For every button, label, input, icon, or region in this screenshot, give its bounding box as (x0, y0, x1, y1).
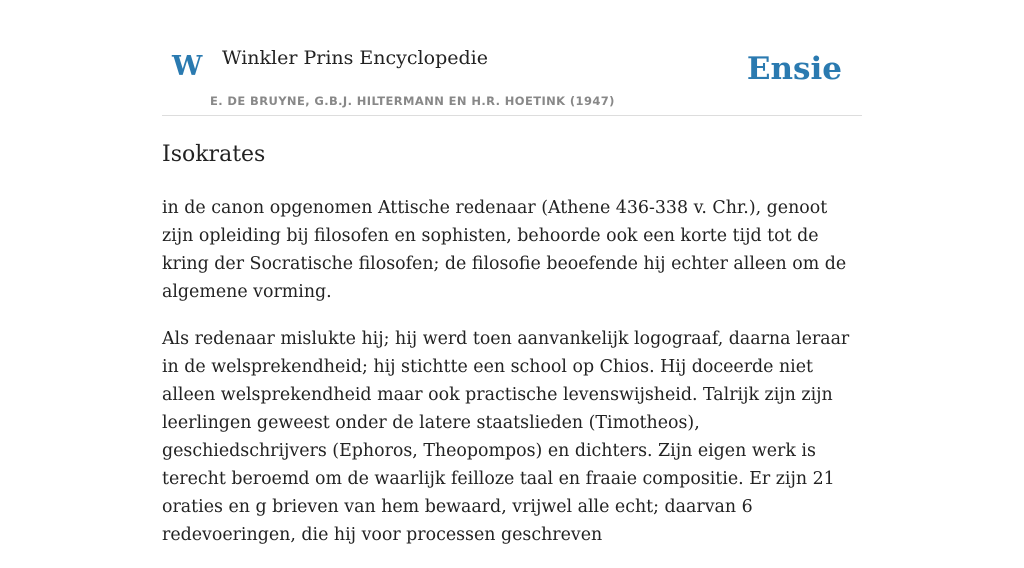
article (162, 140, 862, 568)
logo-icon[interactable]: W (172, 51, 203, 82)
article-paragraph-1: in de canon opgenomen Attische redenaar (Athene 436-338 v. Chr.), genoot zijn opleiding bij filosofen en sophisten, behoorde ook een korte tijd tot de kring der Socratische filosofen; de filosofie beoefende hij echter alleen om de algemene vorming. (162, 198, 847, 302)
ensie-brand-link[interactable]: Ensie (746, 51, 842, 87)
article-title: Isokrates (162, 142, 266, 167)
authors-subtitle: E. DE BRUYNE, G.B.J. HILTERMANN EN H.R. HOETINK (1947) (210, 94, 615, 108)
article-paragraph-2: Als redenaar mislukte hij; hij werd toen aanvankelijk logograaf, daarna leraar in de welsprekendheid; hij stichtte een school op Chios. Hij doceerde niet alleen welsprekendheid maar ook practische levenswijsheid. Talrijk zijn zijn leerlingen geweest onder de latere staatslieden (Timotheos), geschiedschrijvers (Ephoros, Theopompos) en dichters. Zijn eigen werk is terecht beroemd om de waarlijk feilloze taal en fraaie compositie. Er zijn 21 oraties en g brieven van hem bewaard, vrijwel alle echt; daarvan 6 redevoeringen, die hij voor processen geschreven (162, 329, 850, 545)
site-header (162, 40, 862, 116)
site-title-link[interactable]: Winkler Prins Encyclopedie (222, 47, 488, 69)
